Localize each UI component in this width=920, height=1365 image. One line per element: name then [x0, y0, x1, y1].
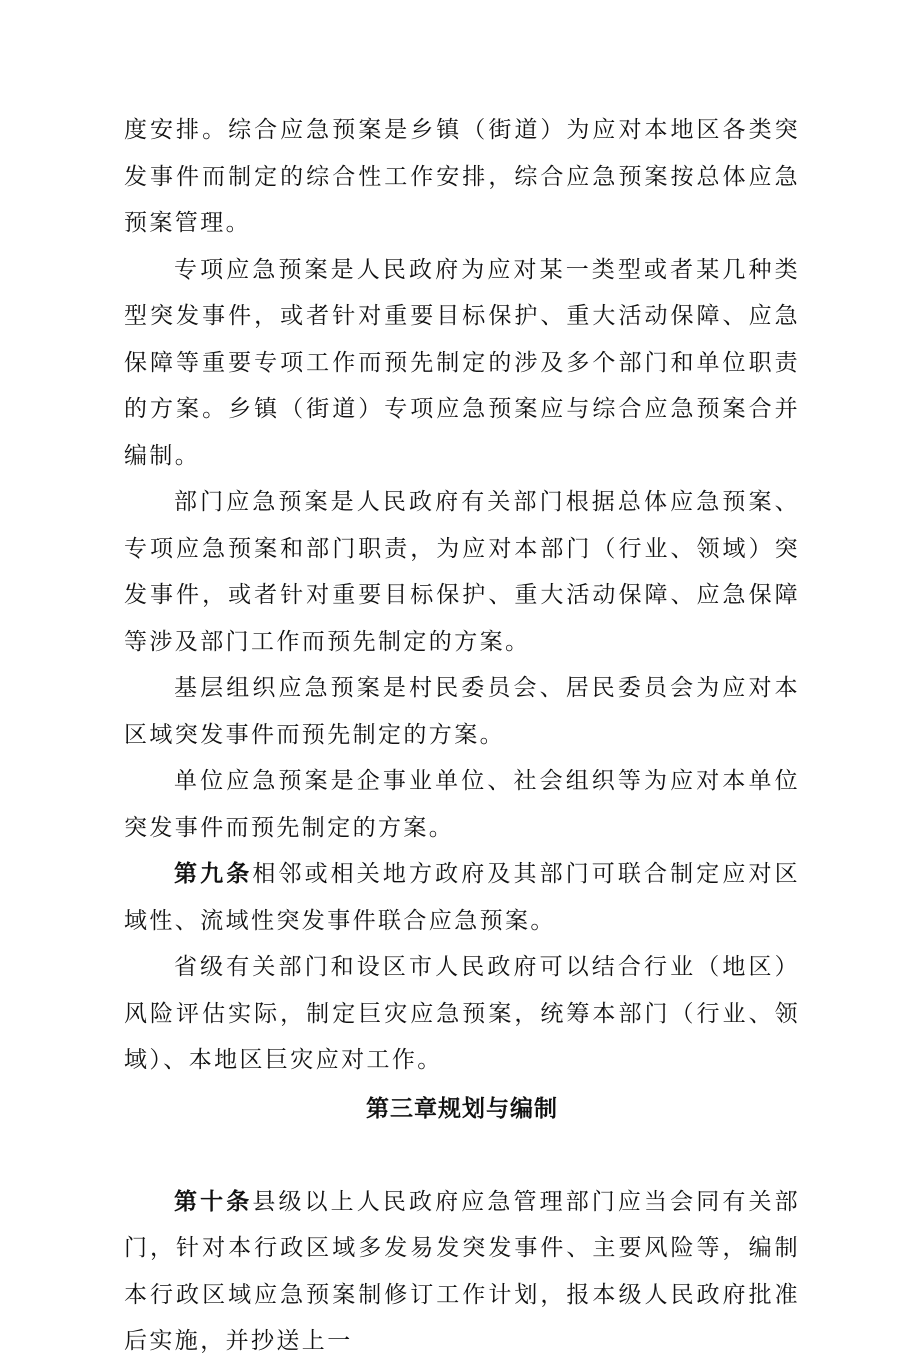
document-body — [124, 107, 800, 1365]
chapter-3-title: 第三章规划与编制 — [366, 1095, 558, 1122]
paragraph-grassroots-plan: 基层组织应急预案是村民委员会、居民委员会为应对本区域突发事件而预先制定的方案。 — [124, 675, 800, 748]
article-10 — [124, 1179, 800, 1365]
article-10-text: 县级以上人民政府应急管理部门应当会同有关部门，针对本行政区域多发易发突发事件、主要风险等，编制本行政区域应急预案制修订工作计划，报本级人民政府批准后实施，并抄送上一 — [124, 1188, 800, 1354]
article-9 — [124, 851, 800, 944]
article-9-number: 第九条 — [174, 861, 253, 887]
paragraph-special-plan: 专项应急预案是人民政府为应对某一类型或者某几种类型突发事件，或者针对重要目标保护、重大活动保障、应急保障等重要专项工作而预先制定的涉及多个部门和单位职责的方案。乡镇（街道）专项应急预案应与综合应急预案合并编制。 — [124, 256, 800, 469]
article-10-number: 第十条 — [174, 1188, 253, 1215]
paragraph-comprehensive-plan: 度安排。综合应急预案是乡镇（街道）为应对本地区各类突发事件而制定的综合性工作安排，综合应急预案按总体应急预案管理。 — [124, 117, 800, 236]
article-9-text: 相邻或相关地方政府及其部门可联合制定应对区域性、流域性突发事件联合应急预案。 — [124, 861, 800, 934]
paragraph-department-plan: 部门应急预案是人民政府有关部门根据总体应急预案、专项应急预案和部门职责，为应对本部门（行业、领域）突发事件，或者针对重要目标保护、重大活动保障、应急保障等涉及部门工作而预先制定的方案。 — [124, 489, 800, 655]
article-9-paragraph-2: 省级有关部门和设区市人民政府可以结合行业（地区）风险评估实际，制定巨灾应急预案，统筹本部门（行业、领域）、本地区巨灾应对工作。 — [124, 954, 800, 1073]
paragraph-unit-plan: 单位应急预案是企事业单位、社会组织等为应对本单位突发事件而预先制定的方案。 — [124, 768, 800, 841]
